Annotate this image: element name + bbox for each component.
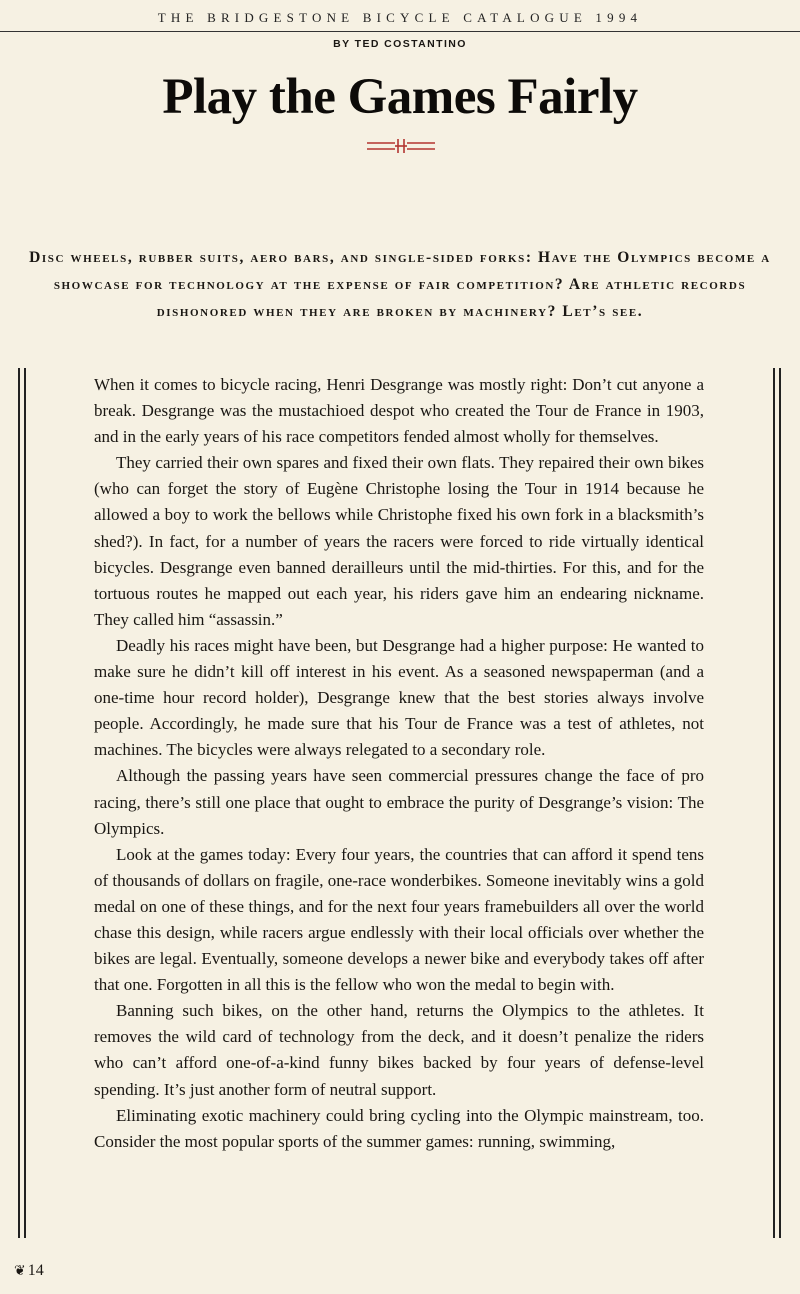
article-deck: Disc wheels, rubber suits, aero bars, and single-sided forks: Have the Olympics become a showcase for technology at the expense of fair competition? Are athletic records dishonored when they are broken by machinery? Let’s see. [29,249,771,320]
article-paragraph: Although the passing years have seen commercial pressures change the face of pro racing, there’s still one place that ought to embrace the purity of Desgrange’s vision: The Olympics. [94,766,704,838]
header-rule [0,31,800,32]
article-body [94,372,704,1155]
leaf-ornament-icon: ❦ [14,1264,26,1279]
page-number [14,1262,44,1280]
article-paragraph: Look at the games today: Every four years, the countries that can afford it spend tens of thousands of dollars on fragile, one-race wonderbikes. Someone inevitably wins a gold medal on one of these things, and for the next four years framebuilders all over the world chase this design, while racers argue endlessly with their local officials over whether the bikes are legal. Eventually, someone develops a newer bike and everybody takes off after that one. Forgotten in all this is the fellow who won the medal to begin with. [94,844,704,995]
running-header [0,8,800,34]
page-number-text: 14 [27,1262,44,1279]
article-paragraph: They carried their own spares and fixed their own flats. They repaired their own bikes (who can forget the story of Eugène Christophe losing the Tour in 1914 because he allowed a boy to work the bellows while Christophe fixed his own fork in a blacksmith’s shed?). In fact, for a number of years the racers were forced to ride virtually identical bicycles. Desgrange even banned derailleurs until the mid-thirties. For this, and for the tortuous routes he mapped out each year, his riders gave him an endearing nickname. They called him “assassin.” [94,453,704,629]
article-headline: Play the Games Fairly [162,69,638,125]
right-rule [779,368,781,1238]
ornament-icon [365,136,437,156]
byline: BY TED COSTANTINO [333,38,467,50]
article-paragraph: Deadly his races might have been, but Desgrange had a higher purpose: He wanted to make sure he didn’t kill off interest in his event. As a seasoned newspaperman (and a one-time hour record holder), Desgrange knew that the best stories always involve people. Accordingly, he made sure that his Tour de France was a test of athletes, not machines. The bicycles were always relegated to a secondary role. [94,635,704,760]
right-rule-inner [773,368,775,1238]
article-paragraph: Eliminating exotic machinery could bring cycling into the Olympic mainstream, too. Consider the most popular sports of the summer games: running, swimming, [94,1105,704,1151]
left-rule [18,368,20,1238]
left-rule-inner [24,368,26,1238]
article-paragraph: When it comes to bicycle racing, Henri Desgrange was mostly right: Don’t cut anyone a break. Desgrange was the mustachioed despot who created the Tour de France in 1903, and in the early years of his race competitors fended almost wholly for themselves. [94,375,704,447]
catalogue-title: THE BRIDGESTONE BICYCLE CATALOGUE 1994 [157,10,643,25]
article-paragraph: Banning such bikes, on the other hand, returns the Olympics to the athletes. It removes the wild card of technology from the deck, and it doesn’t penalize the riders who can’t afford one-of-a-kind funny bikes backed by four years of defense-level spending. It’s just another form of neutral support. [94,1001,704,1099]
